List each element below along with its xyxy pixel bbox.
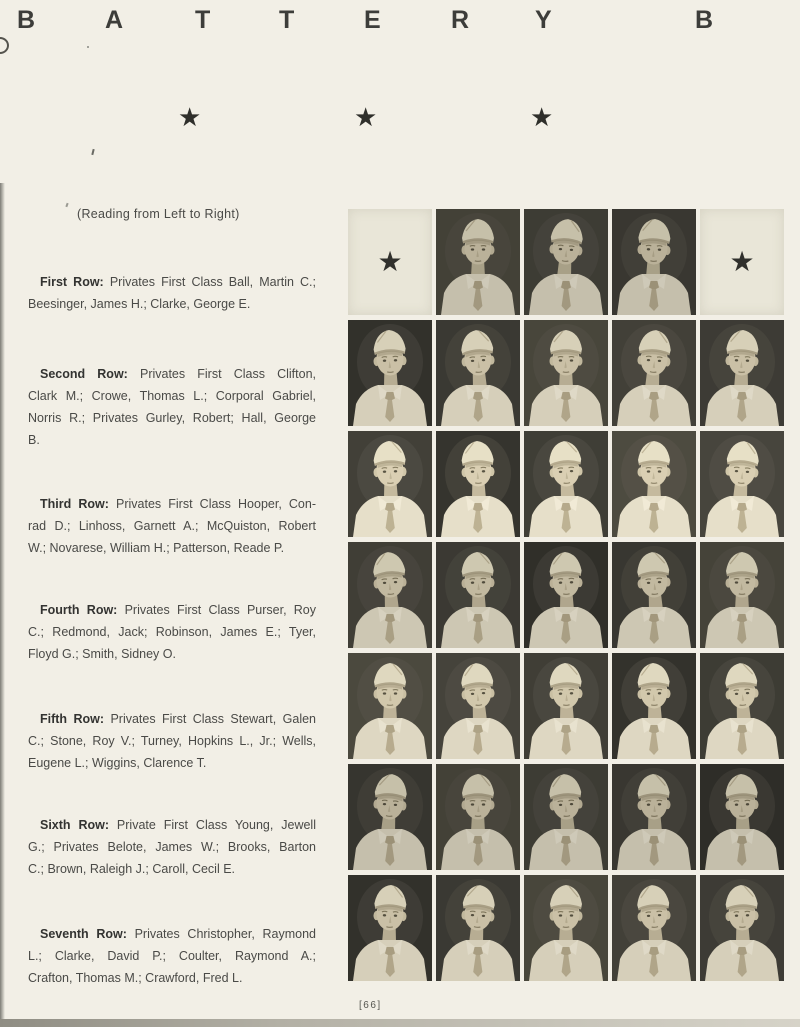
portrait-photo	[436, 653, 520, 759]
portrait-photo	[700, 320, 784, 426]
page-title-letter: Y	[535, 6, 552, 34]
star-icon: ★	[354, 102, 378, 132]
caption-label: Third Row:	[40, 497, 109, 511]
portrait-photo	[612, 764, 696, 870]
caption-line: Crafton, Thomas M.; Crawford, Fred L.	[28, 971, 243, 985]
caption-text: Privates Christopher, Raymond	[126, 927, 316, 941]
caption-line	[28, 493, 316, 515]
portrait-photo	[524, 431, 608, 537]
caption-label: First Row:	[40, 275, 104, 289]
portrait-photo	[700, 764, 784, 870]
caption-line: Eugene L.; Wiggins, Clarence T.	[28, 756, 207, 770]
page-edge-shadow	[0, 1019, 800, 1027]
ink-speck	[65, 203, 68, 207]
portrait-photo	[436, 764, 520, 870]
ink-speck	[91, 149, 94, 155]
caption-line: C.; Redmond, Jack; Robinson, James E.; Tyer,	[28, 625, 316, 639]
page-title-letter: T	[195, 6, 211, 34]
star-icon: ★	[178, 102, 202, 132]
caption-text: Privates First Class Clifton,	[127, 367, 316, 381]
portrait-photo	[612, 431, 696, 537]
caption-row-4	[28, 599, 316, 665]
portrait-photo	[436, 431, 520, 537]
star-cell	[700, 209, 784, 315]
caption-text: Privates First Class Hooper, Con-	[108, 497, 317, 511]
portrait-photo	[700, 542, 784, 648]
page-number: [66]	[359, 1000, 382, 1011]
portrait-photo	[524, 209, 608, 315]
caption-line: Beesinger, James H.; Clarke, George E.	[28, 297, 251, 311]
caption-line: L.; Clarke, David P.; Coulter, Raymond A.;	[28, 949, 316, 963]
page-title-letter: R	[451, 6, 470, 34]
caption-line: C.; Stone, Roy V.; Turney, Hopkins L., Jr.; Wells,	[28, 734, 316, 748]
caption-line: rad D.; Linhoss, Garnett A.; McQuiston, Robert	[28, 519, 316, 533]
portrait-photo	[700, 875, 784, 981]
punch-hole-mark	[0, 37, 9, 54]
portrait-photo	[612, 542, 696, 648]
caption-row-1	[28, 271, 316, 315]
portrait-photo	[436, 209, 520, 315]
caption-row-3	[28, 493, 316, 559]
page-title-letter: A	[105, 6, 124, 34]
caption-label: Sixth Row:	[40, 818, 110, 832]
page-title-letter: T	[279, 6, 295, 34]
caption-line	[28, 363, 316, 385]
portrait-photo	[612, 875, 696, 981]
portrait-photo	[348, 320, 432, 426]
portrait-photo	[348, 431, 432, 537]
caption-text: Privates First Class Stewart, Galen	[104, 712, 316, 726]
caption-line	[28, 271, 316, 293]
portrait-photo	[524, 653, 608, 759]
star-icon: ★	[729, 246, 755, 277]
portrait-photo	[700, 431, 784, 537]
caption-line: Norris R.; Privates Gurley, Robert; Hall, George	[28, 411, 316, 425]
page-edge-shadow	[0, 183, 5, 1027]
portrait-photo	[348, 542, 432, 648]
ink-speck	[87, 46, 89, 48]
caption-label: Fifth Row:	[40, 712, 105, 726]
caption-line: W.; Novarese, William H.; Patterson, Reade P.	[28, 541, 285, 555]
portrait-photo	[612, 653, 696, 759]
portrait-photo	[524, 875, 608, 981]
reading-note: (Reading from Left to Right)	[77, 207, 240, 221]
portrait-photo	[612, 209, 696, 315]
caption-line: C.; Brown, Raleigh J.; Caroll, Cecil E.	[28, 862, 236, 876]
caption-line	[28, 599, 316, 621]
caption-row-7	[28, 923, 316, 989]
star-icon: ★	[530, 102, 554, 132]
star-icon: ★	[377, 246, 403, 277]
caption-label: Second Row:	[40, 367, 128, 381]
caption-text: Private First Class Young, Jewell	[109, 818, 316, 832]
portrait-photo	[524, 542, 608, 648]
caption-row-2	[28, 363, 316, 451]
caption-line	[28, 708, 316, 730]
caption-label: Fourth Row:	[40, 603, 118, 617]
page-title-letter: B	[17, 6, 36, 34]
portrait-photo	[348, 764, 432, 870]
caption-label: Seventh Row:	[40, 927, 127, 941]
star-cell	[348, 209, 432, 315]
portrait-photo	[700, 653, 784, 759]
page-title-letter: E	[364, 6, 381, 34]
caption-line: B.	[28, 433, 40, 447]
caption-row-5	[28, 708, 316, 774]
caption-line	[28, 923, 316, 945]
caption-line	[28, 814, 316, 836]
portrait-photo	[436, 542, 520, 648]
portrait-photo	[348, 653, 432, 759]
portrait-photo	[524, 764, 608, 870]
portrait-photo	[524, 320, 608, 426]
portrait-photo	[612, 320, 696, 426]
portrait-photo	[348, 875, 432, 981]
caption-row-6	[28, 814, 316, 880]
caption-text: Privates First Class Ball, Martin C.;	[103, 275, 316, 289]
portrait-photo	[436, 320, 520, 426]
caption-line: Clark M.; Crowe, Thomas L.; Corporal Gabriel,	[28, 389, 316, 403]
page-title-letter: B	[695, 6, 714, 34]
portrait-photo	[436, 875, 520, 981]
caption-text: Privates First Class Purser, Roy	[117, 603, 316, 617]
caption-line: Floyd G.; Smith, Sidney O.	[28, 647, 176, 661]
caption-line: G.; Privates Belote, James W.; Brooks, Barton	[28, 840, 316, 854]
